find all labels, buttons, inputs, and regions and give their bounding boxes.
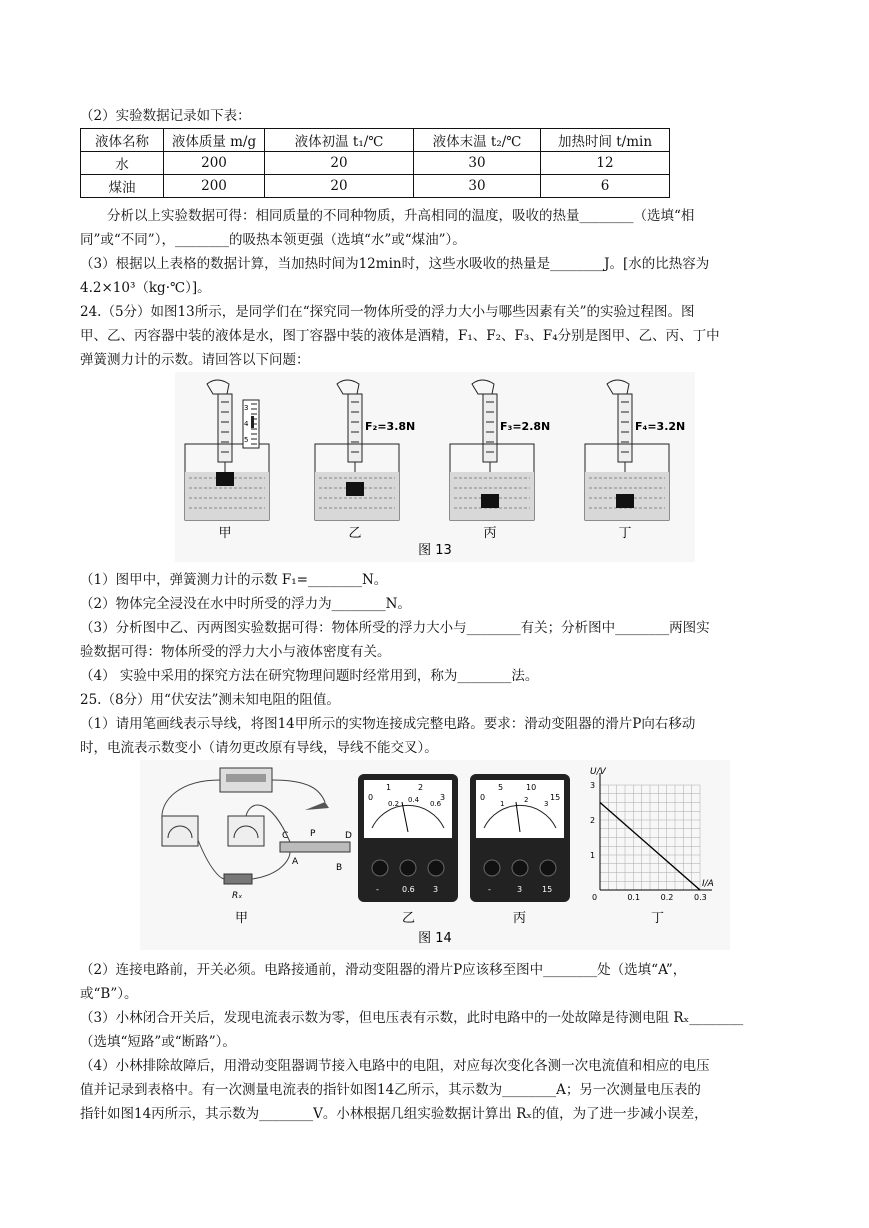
table-header-row [81, 129, 670, 152]
table-cell: 30 [414, 152, 541, 175]
table-cell: 20 [265, 152, 414, 175]
voltmeter-terminal-15: 15 [542, 885, 553, 894]
table-cell: 6 [541, 175, 670, 198]
object-block [216, 472, 234, 486]
graph-origin-tick: 0 [592, 893, 598, 902]
object-block [481, 494, 499, 508]
q24-sub3-line1: （3）分析图中乙、丙两图实验数据可得：物体所受的浮力大小与________有关；分析图中________两图实 [80, 620, 710, 636]
graph-y-tick: 3 [590, 781, 596, 790]
ammeter-scale-02: 0.2 [388, 800, 400, 808]
ammeter-scale-06: 0.6 [430, 800, 442, 808]
ammeter-scale-2: 2 [418, 783, 424, 792]
voltmeter-terminal-neg: - [488, 885, 491, 894]
figure-14-caption: 图 14 [418, 931, 452, 946]
ammeter-scale-3: 3 [440, 793, 446, 802]
figure-13-panel-label: 甲 [218, 526, 232, 541]
ammeter-small [162, 816, 198, 846]
table-cell: 200 [164, 175, 265, 198]
voltmeter-scale-1: 1 [500, 800, 505, 808]
table-header-cell: 液体末温 t₂/℃ [414, 129, 541, 152]
graph-x-label: I/A [702, 879, 714, 889]
rheostat-label-a: A [292, 857, 299, 867]
graph-y-label: U/V [590, 767, 606, 777]
voltmeter-scale-0: 0 [480, 793, 486, 802]
table-row [81, 175, 670, 198]
rheostat-label-p: P [310, 829, 316, 839]
ammeter-scale-1: 1 [386, 783, 392, 792]
q24-stem-line1: 24.（5分）如图13所示，是同学们在“探究同一物体所受的浮力大小与哪些因素有关”的实验过程图。图 [80, 304, 695, 320]
table-cell: 200 [164, 152, 265, 175]
figure-14-panel-jia: 甲 [235, 911, 249, 926]
q25-sub1-line2: 时，电流表示数变小（请勿更改原有导线，导线不能交叉）。 [80, 740, 438, 756]
q25-sub2-line1: （2）连接电路前，开关必须。电路接通前，滑动变阻器的滑片P应该移至图中________处（选填“A”， [80, 962, 687, 978]
voltmeter-scale-15: 15 [550, 793, 561, 802]
object-block [616, 494, 634, 508]
figure-13 [175, 372, 695, 562]
scale-reading: F₃=2.8N [500, 420, 551, 433]
ammeter-dial [364, 780, 452, 838]
resistor-label: Rₓ [232, 891, 243, 901]
q24-sub4: （4） 实验中采用的探究方法在研究物理问题时经常用到，称为________法。 [80, 668, 539, 684]
q24-sub2: （2）物体完全浸没在水中时所受的浮力为________N。 [80, 596, 411, 612]
table-cell: 30 [414, 175, 541, 198]
q25-sub3-line1: （3）小林闭合开关后，发现电流表示数为零，但电压表有示数，此时电路中的一处故障是待测电阻 Rₓ________ [80, 1010, 744, 1026]
scale-tick-label: 4 [244, 420, 249, 428]
q23-analysis-line1: 分析以上实验数据可得：相同质量的不同种物质，升高相同的温度，吸收的热量________（选填“相 [107, 208, 695, 224]
object-block [346, 482, 364, 496]
figure-14-panel-yi: 乙 [402, 911, 416, 926]
scale-tick-label: 3 [244, 404, 249, 412]
q24-stem-line2: 甲、乙、丙容器中装的液体是水，图丁容器中装的液体是酒精，F₁、F₂、F₃、F₄分别是图甲、乙、丙、丁中 [80, 328, 720, 344]
rheostat-label-d: D [345, 831, 352, 841]
table-cell: 水 [81, 152, 164, 175]
table-header-cell: 加热时间 t/min [541, 129, 670, 152]
voltmeter-scale-2: 2 [524, 796, 529, 804]
scale-reading: F₄=3.2N [635, 420, 686, 433]
figure-13-panel-label: 丙 [483, 526, 497, 541]
table-cell: 煤油 [81, 175, 164, 198]
q24-sub3-line2: 验数据可得：物体所受的浮力大小与液体密度有关。 [80, 644, 391, 660]
graph-y-tick: 2 [590, 816, 596, 825]
rheostat-label-b: B [336, 863, 343, 873]
scale-pointer [251, 416, 254, 428]
ammeter-terminal-3: 3 [433, 885, 439, 894]
ammeter-scale-0: 0 [368, 793, 374, 802]
voltmeter-scale-10: 10 [526, 783, 537, 792]
graph-x-tick: 0.2 [660, 893, 674, 902]
rheostat [280, 842, 350, 852]
q25-sub4-line2: 值并记录到表格中。有一次测量电流表的指针如图14乙所示，其示数为________A；另一次测量电压表的 [80, 1082, 701, 1098]
figure-14 [140, 760, 730, 950]
resistor-rx [224, 874, 252, 884]
table-header-cell: 液体名称 [81, 129, 164, 152]
q25-sub4-line3: 指针如图14丙所示，其示数为________V。小林根据几组实验数据计算出 Rₓ的值，为了进一步减小误差， [80, 1106, 708, 1122]
table-cell: 20 [265, 175, 414, 198]
q25-sub4-line1: （4）小林排除故障后，用滑动变阻器调节接入电路中的电阻，对应每次变化各测一次电流值和相应的电压 [80, 1058, 710, 1074]
figure-13-panel-label: 丁 [618, 526, 632, 541]
figure-13-caption: 图 13 [418, 543, 452, 558]
table-header-cell: 液体初温 t₁/℃ [265, 129, 414, 152]
table-row [81, 152, 670, 175]
graph-y-tick: 1 [590, 851, 596, 860]
voltmeter-small [228, 816, 264, 846]
ammeter-terminal-neg: - [376, 885, 379, 894]
scale-tick-label: 5 [244, 436, 249, 444]
q23-part2-intro: （2）实验数据记录如下表： [80, 108, 251, 124]
ammeter-scale-04: 0.4 [408, 796, 420, 804]
graph-x-tick: 0.3 [694, 893, 707, 902]
q25-stem: 25.（8分）用“伏安法”测未知电阻的阻值。 [80, 692, 340, 708]
q25-sub1-line1: （1）请用笔画线表示导线，将图14甲所示的实物连接成完整电路。要求：滑动变阻器的滑片P向右移动 [80, 716, 696, 732]
figure-13-panel-label: 乙 [348, 526, 362, 541]
q25-sub3-line2: （选填“短路”或“断路”）。 [80, 1034, 236, 1050]
voltmeter-terminal-3: 3 [517, 885, 523, 894]
rheostat-label-c: C [282, 831, 289, 841]
power-supply-panel [226, 774, 266, 782]
q24-stem-line3: 弹簧测力计的示数。请回答以下问题： [80, 352, 310, 368]
scale-reading: F₂=3.8N [365, 420, 416, 433]
graph-x-tick: 0.1 [627, 893, 641, 902]
q24-sub1: （1）图甲中，弹簧测力计的示数 F₁=________N。 [80, 572, 388, 588]
q25-sub2-line2: 或“B”）。 [80, 986, 138, 1002]
figure-14-panel-ding: 丁 [651, 911, 665, 926]
table-header-cell: 液体质量 m/g [164, 129, 265, 152]
experiment-data-table [80, 128, 670, 198]
figure-14-panel-bing: 丙 [513, 911, 527, 926]
q23-part3-line2: 4.2×10³（kg·℃）]。 [80, 280, 211, 296]
q23-part3-line1: （3）根据以上表格的数据计算，当加热时间为12min时，这些水吸收的热量是________J。[水的比热容为 [80, 256, 710, 272]
voltmeter-scale-3: 3 [544, 800, 549, 808]
table-cell: 12 [541, 152, 670, 175]
ammeter-terminal-06: 0.6 [402, 885, 415, 894]
q23-analysis-line2: 同”或“不同”），________的吸热本领更强（选填“水”或“煤油”）。 [80, 232, 466, 248]
voltmeter-scale-5: 5 [498, 783, 504, 792]
